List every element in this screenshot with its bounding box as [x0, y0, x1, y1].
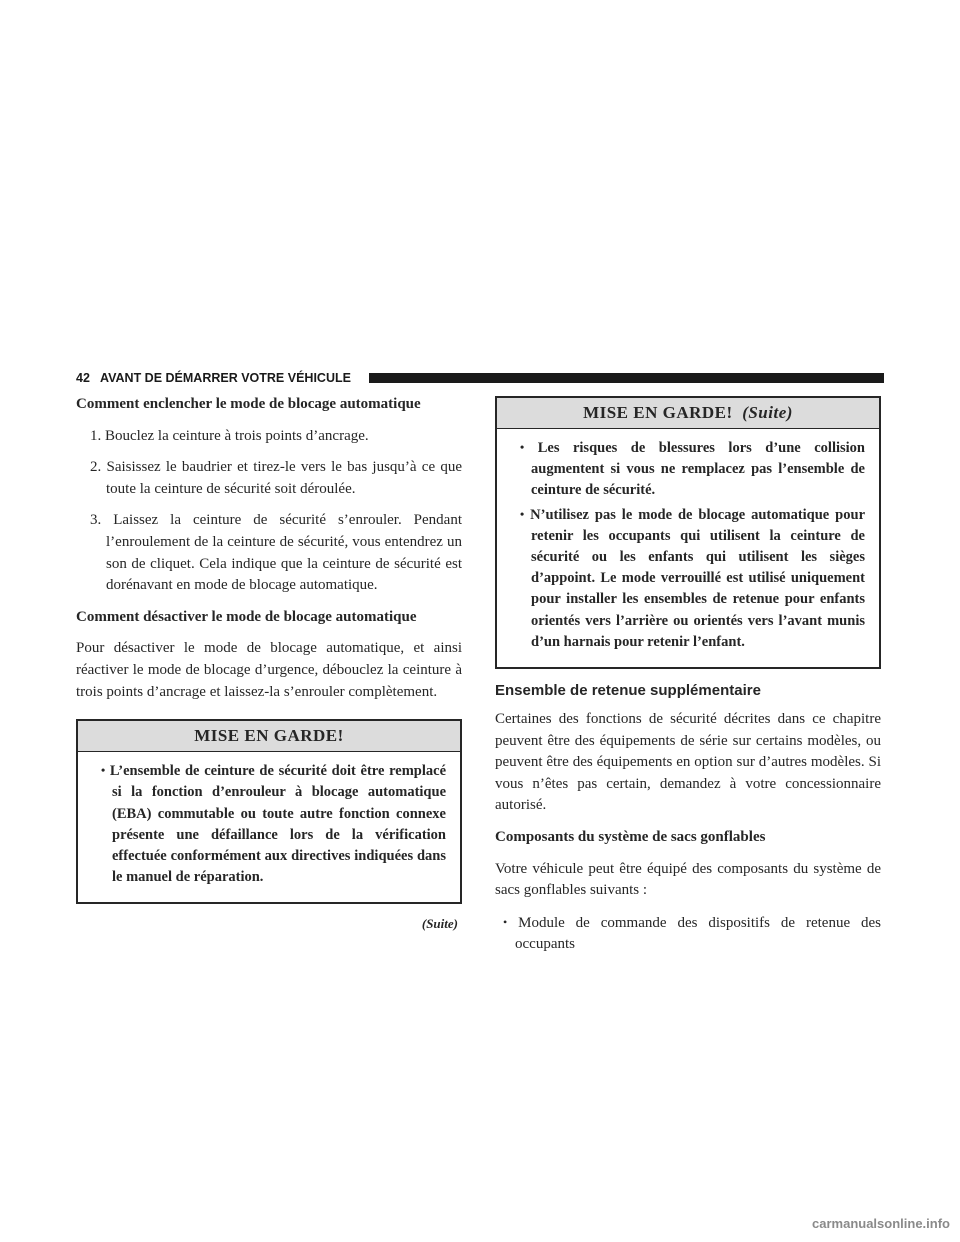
- header-rule: [369, 373, 884, 383]
- warning-title: MISE EN GARDE!: [78, 721, 460, 752]
- bullet-icon: •: [520, 506, 525, 521]
- bullet-icon: •: [520, 440, 525, 454]
- subheading-airbag-components: Composants du système de sacs gonflables: [495, 829, 766, 845]
- bullet-icon: •: [101, 763, 106, 778]
- left-column: [76, 394, 462, 932]
- warning-title-continued: MISE EN GARDE! (Suite): [497, 398, 879, 429]
- page-header: [76, 370, 884, 386]
- section-heading: Ensemble de retenue supplémentaire: [495, 682, 761, 700]
- warning-item: • L’ensemble de ceinture de sécurité doit être remplacé si la fonction d’enrouleur à blocage automatique (EBA) commutable ou toute autre fonction connexe présente une défaillance lors de la vérification effectuée conformément aux directives indiquées dans le manuel de réparation.: [101, 763, 447, 886]
- section-title: AVANT DE DÉMARRER VOTRE VÉHICULE: [100, 371, 351, 385]
- warning-item: • Les risques de blessures lors d’une collision augmentent si vous ne remplacez pas l’ensemble de ceinture de sécurité.: [520, 440, 865, 499]
- step-2: 2. Saisissez le baudrier et tirez-le vers le bas jusqu’à ce que toute la ceinture de sécurité soit déroulée.: [90, 459, 462, 497]
- continued-label: (Suite): [421, 916, 458, 932]
- subheading-enable-auto-lock: Comment enclencher le mode de blocage automatique: [76, 396, 421, 412]
- step-3: 3. Laissez la ceinture de sécurité s’enrouler. Pendant l’enroulement de la ceinture de sécurité, vous entendrez un son de cliquet. Cela indique que la ceinture de sécurité est dorénavant en mode de blocage automatique.: [90, 512, 462, 594]
- subheading-disable-auto-lock: Comment désactiver le mode de blocage automatique: [76, 608, 417, 625]
- page-number: 42: [76, 371, 90, 385]
- step-1: 1. Bouclez la ceinture à trois points d’ancrage.: [90, 427, 369, 444]
- warning-box-continued: [495, 396, 881, 669]
- warning-item: • N’utilisez pas le mode de blocage automatique pour retenir les occupants qui utilisent la ceinture de sécurité ou les enfants qui utilisent les sièges d’appoint. Le mode verrouillé est utilisé uniquement pour installer les ensembles de retenue pour enfants orientés vers l’arrière ou orientés vers l’avant munis d’un harnais pour retenir l’enfant.: [520, 506, 866, 650]
- warning-box: [76, 719, 462, 904]
- airbag-intro-paragraph: Votre véhicule peut être équipé des composants du système de sacs gonflables suivants :: [495, 860, 881, 899]
- warning-body: [78, 752, 460, 902]
- right-column: [495, 394, 881, 956]
- warning-body-continued: [497, 429, 879, 667]
- disable-paragraph: Pour désactiver le mode de blocage automatique, et ainsi réactiver le mode de blocage d’urgence, débouclez la ceinture à trois points d’ancrage et laissez-la s’enrouler complètement.: [76, 640, 462, 700]
- component-list-item: • Module de commande des dispositifs de retenue des occupants: [503, 914, 882, 953]
- safety-features-paragraph: Certaines des fonctions de sécurité décrites dans ce chapitre peuvent être des équipements de série sur certains modèles, ou peuvent être des équipements en option sur d’autres modèles. Si vous n’êtes pas certain, demandez à votre concessionnaire autorisé.: [495, 711, 881, 814]
- watermark: carmanualsonline.info: [812, 1216, 950, 1231]
- bullet-icon: •: [503, 914, 508, 929]
